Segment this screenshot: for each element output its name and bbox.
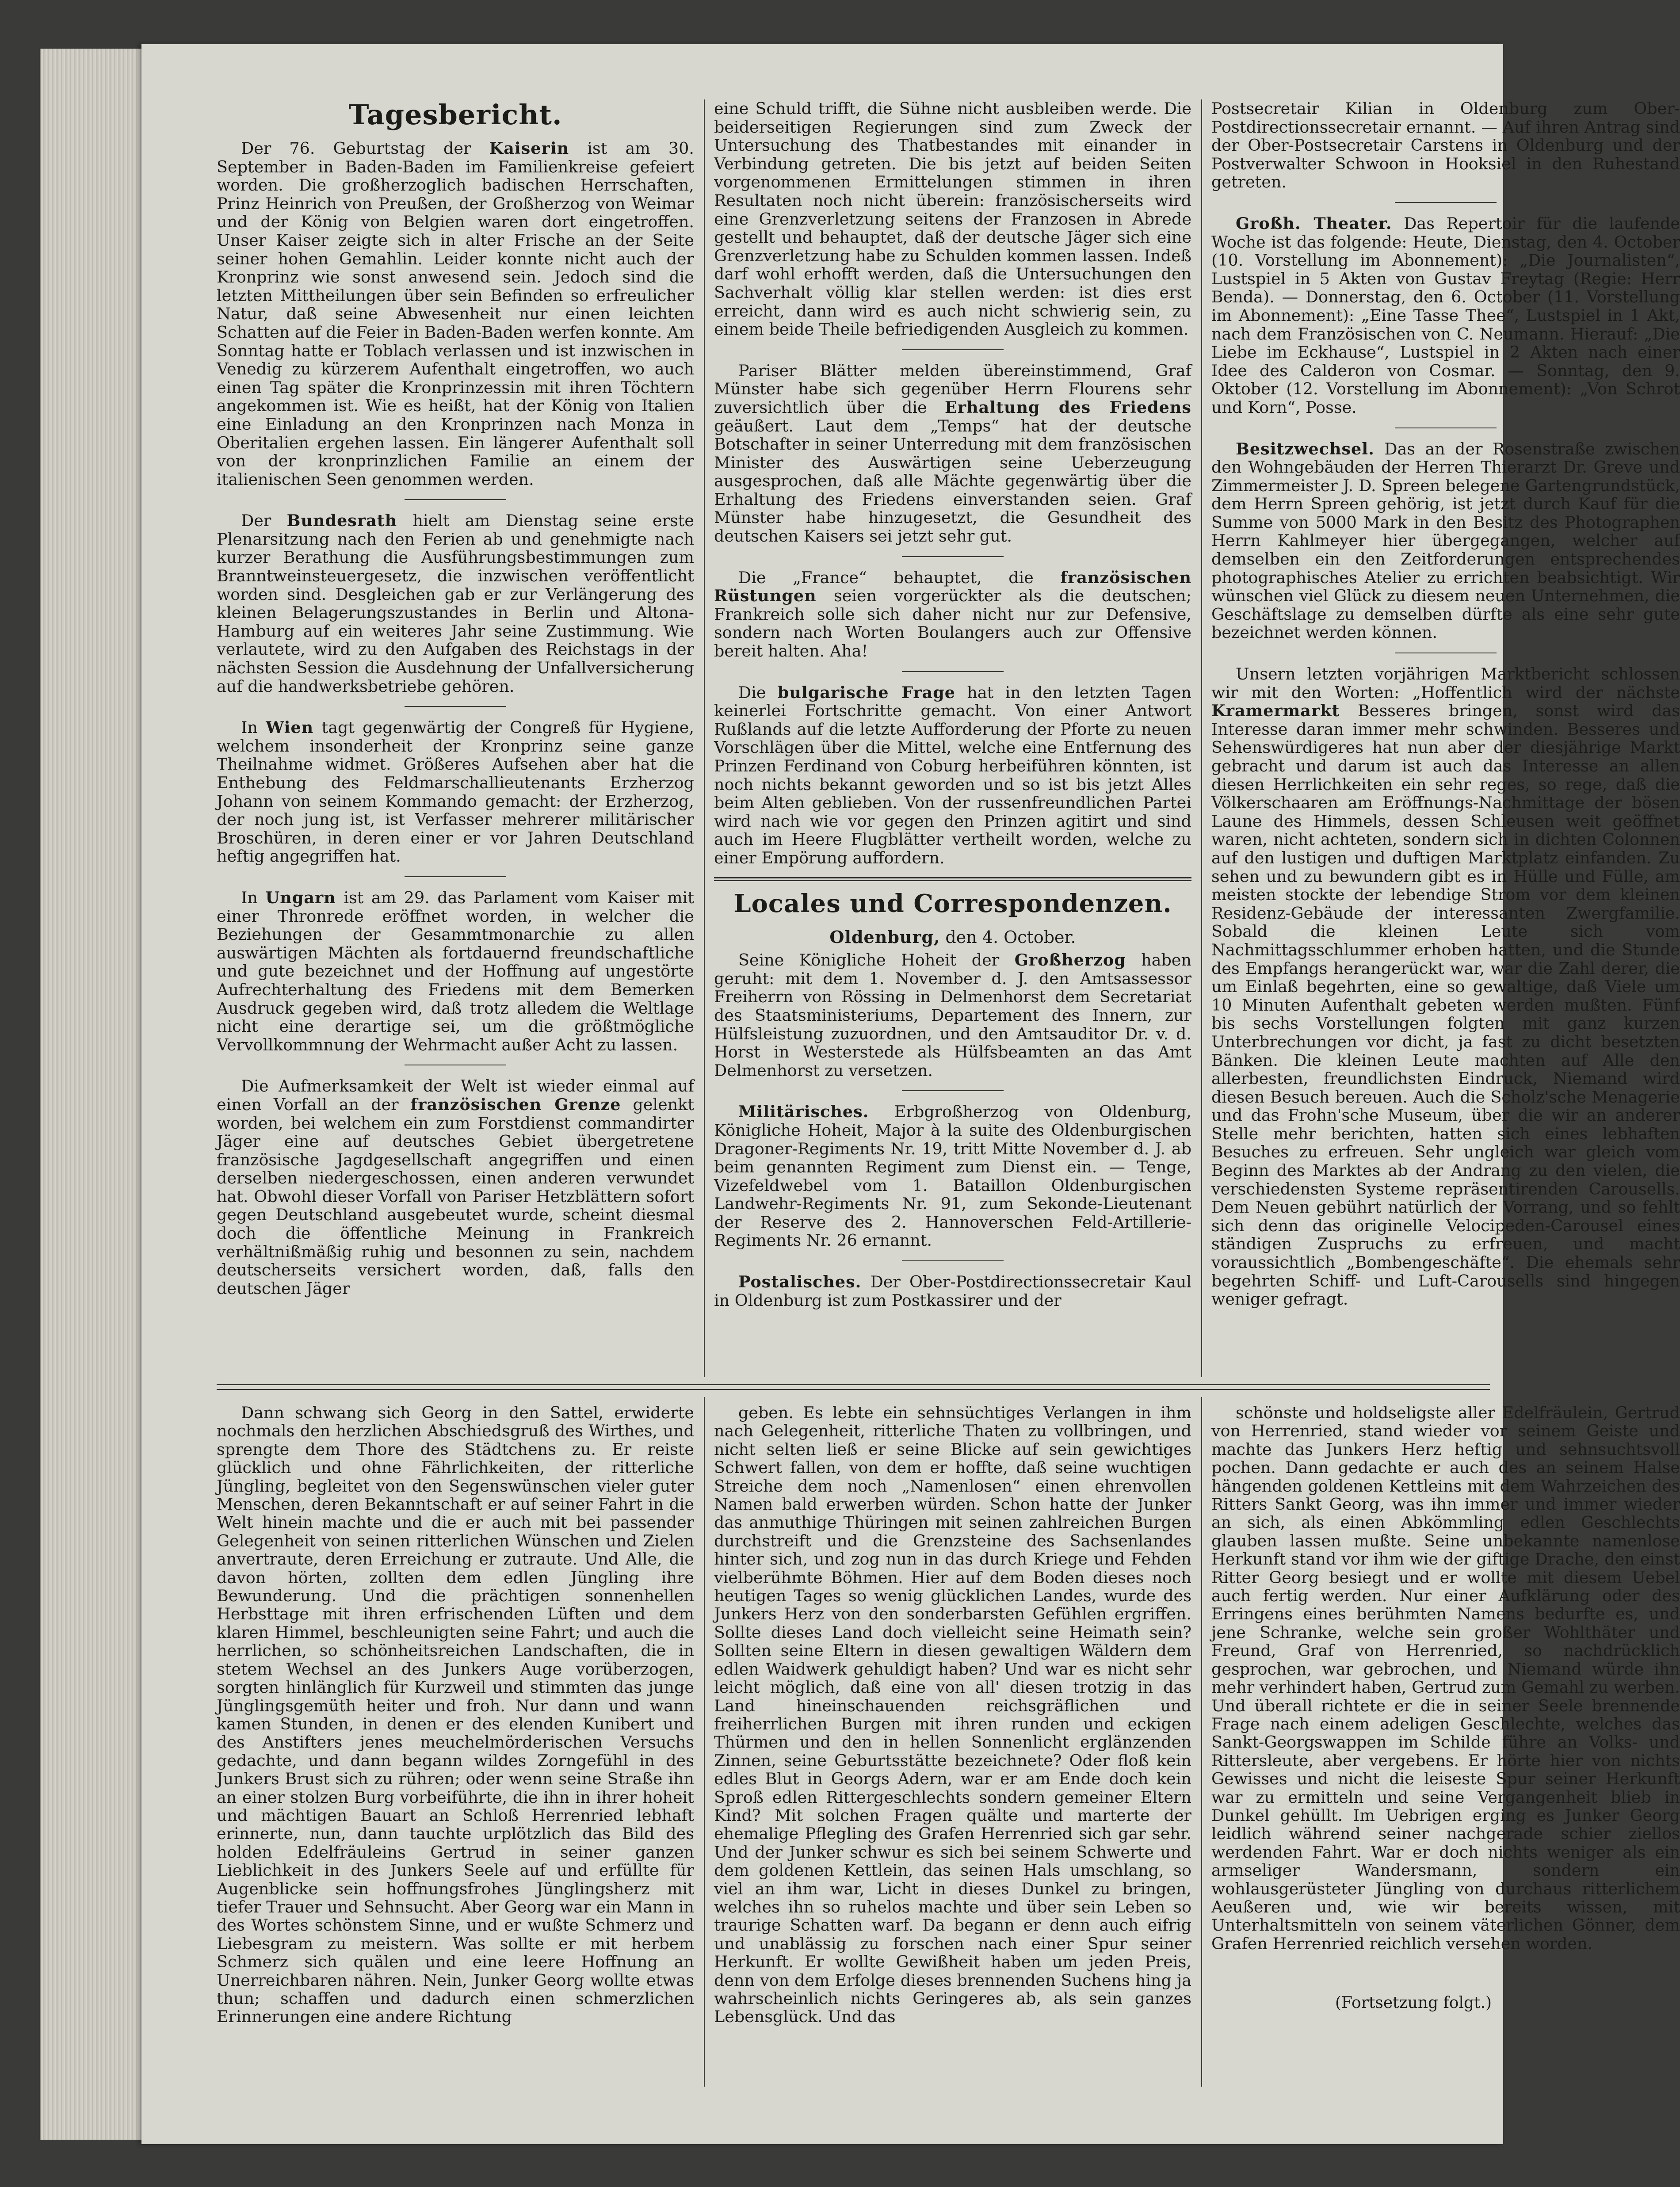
section-rule — [714, 877, 1191, 878]
headline-locales: Locales und Correspondenzen. — [733, 889, 1172, 918]
divider — [1395, 202, 1497, 203]
book-page-edges — [40, 49, 147, 2140]
newspaper-page — [141, 44, 1680, 2144]
feuilleton-text: schönste und holdseligste aller Edelfräulein, Gertrud von Herrenried, stand wieder vor seinem Geiste und machte das Junkers Herz heftig und sehnsuchtsvoll pochen. Dann gedachte er auch des an seinem Halse hängenden goldenen Kettleins mit dem Wahrzeichen des Ritters Sankt Georg, was ihn immer und immer wieder an sich, als einen Abkömmling edlen Geschlechts glauben lassen mußte. Seine unbekannte namenlose Herkunft stand vor ihm wie der giftige Drache, den einst Ritter Georg besiegt und er wollte mit diesem Uebel auch fertig werden. Nur einer Aufklärung oder des Erringens eines berühmten Namens bedurfte es, und jene Schranke, welche sein großer Wohlthäter und Freund, Graf von Herrenried, so nachdrücklich gesprochen, war gebrochen, und Niemand würde ihn mehr verhindert haben, Gertrud zum Gemahl zu werben. Und überall richtete er die in seiner Seele brennende Frage nach einem adeligen Geschlechte, welches das Sankt-Georgswappen im Schilde führe an Volks- und Rittersleute, aber vergebens. Er hörte hier von nichts Gewisses und nicht die leiseste Spur seiner Herkunft war zu ermitteln und seine Vergangenheit blieb in Dunkel gehüllt. Im Uebrigen erging es Junker Georg leidlich während seiner nachgerade schier ziellos werdenden Fahrt. War er doch nichts weniger als ein armseliger Wandersmann, sondern ein wohlausgerüsteter Jüngling von durchaus ritterlichem Aeußeren und, wie wir bereits wissen, mit Unterhaltsmitteln von seinem väterlichen Gönner, dem Grafen Herrenried reichlich versehen worden. — [1211, 1403, 1680, 1953]
column-2 — [714, 99, 1191, 1309]
article-ungarn: In Ungarn ist am 29. das Parlament vom Kaiser mit einer Thronrede eröffnet worden, in welcher die Beziehungen der Gesammtmonarchie zu allen auswärtigen Mächten als fortdauernd freundschaftliche und gute bezeichnet und der Hoffnung auf ungestörte Aufrechterhaltung des Friedens mit dem Bemerken Ausdruck gegeben wird, daß trotz alledem die Weltlage nicht eine derartige sei, um die größtmögliche Vervollkommnung der Wehrmacht außer Acht zu lassen. — [217, 888, 694, 1054]
divider — [902, 671, 1004, 672]
article-postalisches: Postalisches. Der Ober-Postdirectionssecretair Kaul in Oldenburg ist zum Postkassirer und der — [714, 1272, 1191, 1310]
feuilleton-column-1 — [217, 1404, 694, 2026]
divider — [902, 1090, 1004, 1091]
article-grossherzog: Seine Königliche Hoheit der Großherzog haben geruht: mit dem 1. November d. J. den Amtsassessor Freiherrn von Rössing in Delmenhorst dem Secretariat des Staatsministeriums, Departement des Innern, zur Hülfsleistung zuzuordnen, und den Amtsauditor Dr. v. d. Horst in Westerstede als Hülfsbeamten an das Amt Delmenhorst zu versetzen. — [714, 950, 1191, 1080]
article-besitzwechsel: Besitzwechsel. Das an der Rosenstraße zwischen den Wohngebäuden der Herren Thierarzt Dr. Greve und Zimmermeister J. D. Spreen belegene Gartengrundstück, dem Herrn Spreen gehörig, ist jetzt durch Kauf für die Summe von 5000 Mark in den Besitz des Photographen Herrn Kahlmeyer hier übergegangen, welcher auf demselben ein den Zeitforderungen entsprechendes photographisches Atelier zu errichten beabsichtigt. Wir wünschen viel Glück zu diesem neuen Unternehmen, die Geschäftslage zu demselben dürfte als eine sehr gute bezeichnet werden können. — [1211, 439, 1680, 642]
article-wien: In Wien tagt gegenwärtig der Congreß für Hygiene, welchem insonderheit der Kronprinz seine ganze Theilnahme widmet. Größeres Aufsehen aber hat die Enthebung des Feldmarschallieutenants Erzherzog Johann von seinem Kommando gemacht: der Erzherzog, der noch jung ist, ist Verfasser mehrerer militärischer Broschüren, in deren einer er vor Jahren Deutschland heftig angegriffen hat. — [217, 718, 694, 866]
divider — [1395, 427, 1497, 428]
article-kaiserin: Der 76. Geburtstag der Kaiserin ist am 30. September in Baden-Baden im Familienkreise gefeiert worden. Die großherzoglich badischen Herrschaften, Prinz Heinrich von Preußen, der Großherzog von Weimar und der König von Belgien waren dort eingetroffen. Unser Kaiser zeigte sich in alter Frische an der Seite seiner hohen Gemahlin. Leider konnte nicht auch der Kronprinz wie sonst anwesend sein. Jedoch sind die letzten Mittheilungen über sein Befinden so erfreulicher Natur, daß seine Abwesenheit nur einen leichten Schatten auf die Feier in Baden-Baden werfen konnte. Am Sonntag hatte er Toblach verlassen und ist inzwischen in Venedig zu kürzerem Aufenthalt eingetroffen, wo auch einen Tag später die Kronprinzessin mit ihren Töchtern angekommen ist. Wie es heißt, hat der König von Italien eine Einladung an den Kronprinzen nach Monza in Oberitalien ergehen lassen. Ein längerer Aufenthalt soll von der kronprinzlichen Familie an einem der italienischen Seen genommen werden. — [217, 139, 694, 489]
column-3 — [1211, 99, 1680, 1309]
headline-tagesbericht: Tagesbericht. — [348, 99, 562, 131]
divider — [902, 1260, 1004, 1261]
feuilleton-column-3 — [1211, 1404, 1680, 1953]
article-erhaltung-friedens: Pariser Blätter melden übereinstimmend, Graf Münster habe sich gegenüber Herrn Flourens sehr zuversichtlich über die Erhaltung des Friedens geäußert. Laut dem „Temps“ hat der deutsche Botschafter in seiner Unterredung mit dem französischen Minister des Auswärtigen seine Ueberzeugung ausgesprochen, daß alle Mächte gegenwärtig über die Erhaltung des Friedens einverstanden seien. Graf Münster habe hinzugesetzt, die Gesundheit des deutschen Kaisers sei jetzt sehr gut. — [714, 361, 1191, 546]
feuilleton-column-2 — [714, 1404, 1191, 2026]
dateline: Oldenburg, den 4. October. — [829, 927, 1076, 947]
article-grenze: Die Aufmerksamkeit der Welt ist wieder einmal auf einen Vorfall an der französischen Grenze gelenkt worden, bei welchem ein zum Forstdienst commandirter Jäger eine auf deutsches Gebiet übergetretene französische Jagdgesellschaft angegriffen und einen derselben niedergeschossen, einen anderen verwundet hat. Obwohl dieser Vorfall von Pariser Hetzblättern sofort gegen Deutschland ausgebeutet wurde, scheint diesmal doch die öffentliche Meinung in Frankreich verhältnißmäßig ruhig und besonnen zu sein, nachdem deutscherseits versichert worden, daß, falls den deutschen Jäger — [217, 1076, 695, 1298]
divider — [405, 706, 506, 707]
column-1 — [217, 99, 694, 1298]
feuilleton-separator — [217, 1384, 1490, 1385]
divider — [405, 499, 506, 500]
article-bundesrath: Der Bundesrath hielt am Dienstag seine erste Plenarsitzung nach den Ferien ab und genehmigte nach kurzer Berathung die Ausführungsbestimmungen zum Branntweinsteuergesetz, die inzwischen veröffentlicht worden sind. Desgleichen gab er zur Verlängerung des kleinen Belagerungszustandes in Berlin und Altona-Hamburg auf ein weiteres Jahr seine Zustimmung. Wie verlautete, wird zu den Aufgaben des Reichstags in der nächsten Session die Ausdehnung der Unfallversicherung auf die handwerksbetriebe gehören. — [217, 511, 694, 696]
column-divider — [704, 99, 705, 1377]
article-kramermarkt: Unsern letzten vorjährigen Marktbericht schlossen wir mit den Worten: „Hoffentlich wird der nächste Kramermarkt Besseres bringen, sonst wird das Interesse daran immer mehr schwinden. Besseres und Sehenswürdigeres hat nun aber der diesjährige Markt gebracht und darum ist auch das Interesse an allen diesen Herrlichkeiten ein sehr reges, so rege, daß die Völkerschaaren am Eröffnungs-Nachmittage der bösen Laune des Himmels, dessen Schleusen weit geöffnet waren, nicht achteten, sondern sich in dichten Colonnen auf den lustigen und duftigen Marktplatz einfanden. Zu sehen und zu bewundern gibt es in Hülle und Fülle, am meisten stockte der lebendige Strom vor dem kleinen Residenz-Gebäude der interessanten Zwergfamilie. Sobald die kleinen Leute sich vom Nachmittagsschlummer erhoben hatten, und die Stunde des Empfangs herangerückt war, war die Zahl derer, die um Einlaß begehrten, eine so gewaltige, daß Viele um 10 Minuten Aufenthalt gebeten werden mußten. Fünf bis sechs Vorstellungen folgten mit ganz kurzen Unterbrechungen vor dicht, ja fast zu dicht besetzten Bänken. Die kleinen Leute machten auf Alle den allerbesten, freundlichsten Eindruck, Niemand wird diesen Besuch bereuen. Auch die Scholz'sche Menagerie und das Frohn'sche Museum, über die wir an anderer Stelle mehr berichten, hatten sich eines lebhaften Besuches zu erfreuen. Sehr ungleich war gleich vom Beginn des Marktes ab der Andrang zu den vielen, die verschiedensten Systeme repräsentirenden Carousells. Dem Neuen gebührt natürlich der Vorrang, und so fehlt sich denn das originelle Velocipeden-Carousel eines ständigen Zuspruchs zu erfreuen, und macht voraussichtlich „Bombengeschäfte“. Die ehemals sehr begehrten Schiff- und Luft-Carousells sind hingegen weniger gefragt. — [1211, 664, 1680, 1309]
section-rule — [714, 880, 1191, 881]
article-militaerisches: Militärisches. Erbgroßherzog von Oldenburg, Königliche Hoheit, Major à la suite des Oldenburgischen Dragoner-Regiments Nr. 19, tritt Mitte November d. J. ab beim genannten Regiment zum Dienst ein. — Tenge, Vizefeldwebel vom 1. Bataillon Oldenburgischen Landwehr-Regiments Nr. 91, zum Sekonde-Lieutenant der Reserve des 2. Hannoverschen Feld-Artillerie-Regiments Nr. 26 ernannt. — [714, 1102, 1191, 1250]
feuilleton-text: Dann schwang sich Georg in den Sattel, erwiderte nochmals den herzlichen Abschiedsgruß des Wirthes, und sprengte dem Thore des Städtchens zu. Er reiste glücklich und ohne Fährlichkeiten, der ritterliche Jüngling, begleitet von den Segenswünschen vieler guter Menschen, deren Bekanntschaft er auf seiner Fahrt in die Welt hinein machte und die er auch mit bei passender Gelegenheit von seinen ritterlichen Wünschen und Zielen anvertraute, deren Erreichung er zutraute. Und Alle, die davon hörten, zollten dem edlen Jüngling ihre Bewunderung. Und die prächtigen sonnenhellen Herbsttage mit ihren erfrischenden Lüften und dem klaren Himmel, beschleunigten seine Fahrt; und auch die herrlichen, so schönheitsreichen Landschaften, die in stetem Wechsel an des Junkers Auge vorüberzogen, sorgten hinlänglich für Kurzweil und stimmten das junge Jünglingsgemüth heiter und froh. Nur dann und wann kamen Stunden, in denen er des elenden Kunibert und des Anstifters jenes meuchelmörderischen Versuchs gedachte, und dann begann wildes Zorngefühl in des Junkers Brust sich zu rühren; oder wenn seine Straße ihn an einer stolzen Burg vorbeiführte, die ihn in ihrer hoheit und mächtigen Bauart an Schloß Herrenried lebhaft erinnerte, nun, dann tauchte urplötzlich das Bild des holden Edelfräuleins Gertrud in seiner ganzen Lieblichkeit in des Junkers Seele auf und erfüllte für Augenblicke sein hoffnungsfrohes Jünglingsherz mit tiefer Trauer und Sehnsucht. Aber Georg war ein Mann in des Wortes schönstem Sinne, und er wußte Schmerz und Liebesgram zu meistern. Was sollte er mit herbem Schmerz sich quälen und eine leere Hoffnung an Unerreichbaren nähren. Nein, Junker Georg wollte etwas thun; schaffen und dadurch einen schmerzlichen Erinnerungen eine andere Richtung — [217, 1403, 694, 2027]
article-theater: Großh. Theater. Das Repertoir für die laufende Woche ist das folgende: Heute, Dienstag, den 4. October (10. Vorstellung im Abonnement): „Die Journalisten“, Lustspiel in 5 Akten von Gustav Freytag (Regie: Herr Benda). — Donnerstag, den 6. October (11. Vorstellung im Abonnement): „Eine Tasse Thee“, Lustspiel in 1 Akt, nach dem Französischen von C. Neumann. Hierauf: „Die Liebe im Eckhause“, Lustspiel in 2 Akten nach einer Idee des Calderon von Cosmar. — Sonntag, den 9. Oktober (12. Vorstellung im Abonnement): „Von Schrot und Korn“, Posse. — [1211, 214, 1680, 417]
divider — [902, 349, 1004, 350]
divider — [902, 556, 1004, 557]
article-continuation: eine Schuld trifft, die Sühne nicht ausbleiben werde. Die beiderseitigen Regierungen sind zum Zweck der Untersuchung des Thatbestandes mit einander in Verbindung getreten. Die bis jetzt auf beiden Seiten vorgenommenen Ermittelungen stimmen in ihren Resultaten noch nicht überein: französischerseits wird eine Grenzverletzung seitens der Franzosen in Abrede gestellt und behauptet, daß der deutsche Jäger sich eine Grenzverletzung habe zu Schulden kommen lassen. Indeß darf wohl erhofft werden, daß die Untersuchungen den Sachverhalt völlig klar stellen werden: ist dies erst erreicht, dann wird es auch nicht schwierig sein, zu einem beide Theile befriedigenden Ausgleich zu kommen. — [714, 99, 1191, 339]
continuation-note: (Fortsetzung folgt.) — [1335, 1994, 1492, 2012]
article-bulgarische-frage: Die bulgarische Frage hat in den letzten Tagen keinerlei Fortschritte gemacht. Von einer Antwort Rußlands auf die letzte Aufforderung der Pforte zu neuen Vorschlägen über die Mittel, welche eine Entfernung des Prinzen Ferdinand von Coburg herbeiführen könnten, ist noch nichts bekannt geworden und so ist bis jetzt Alles beim Alten geblieben. Von der russenfreundlichen Partei wird nach wie vor gegen den Prinzen agitirt und sind auch im Heere Flugblätter vertheilt worden, welche zu einer Empörung auffordern. — [714, 683, 1191, 867]
article-post-continuation: Postsecretair Kilian in Oldenburg zum Ober-Postdirectionssecretair ernannt. — Auf ihren Antrag sind der Ober-Postsecretair Carstens in Oldenburg und der Postverwalter Schwoon in Hooksiel in den Ruhestand getreten. — [1211, 99, 1680, 192]
feuilleton-text: geben. Es lebte ein sehnsüchtiges Verlangen in ihm nach Gelegenheit, ritterliche Thaten zu vollbringen, und nicht selten ließ er seine Blicke auf sein gewichtiges Schwert fallen, von dem er hoffte, daß seine wuchtigen Streiche dem noch „Namenlosen“ einen ehrenvollen Namen bald erwerben würden. Schon hatte der Junker das anmuthige Thüringen mit seinen zahlreichen Burgen durchstreift und die Grenzsteine des Sachsenlandes hinter sich, und zog nun in das durch Kriege und Fehden vielberühmte Böhmen. Hier auf dem Boden dieses noch heutigen Tages so wenig glücklichen Landes, wurde des Junkers Herz von den sonderbarsten Gefühlen ergriffen. Sollte dieses Land doch vielleicht seine Heimath sein? Sollten seine Eltern in diesen gewaltigen Wäldern dem edlen Waidwerk gehuldigt haben? Und war es nicht sehr leicht möglich, daß eine von all' diesen trotzig in das Land hineinschauenden reichsgräflichen und freiherrlichen Burgen mit ihren runden und eckigen Thürmen und den in hellen Sonnenlicht erglänzenden Zinnen, seine Geburtsstätte bezeichnete? Oder floß kein edles Blut in Georgs Adern, war er am Ende doch kein Sproß edlen Rittergeschlechts sondern gemeiner Eltern Kind? Mit solchen Fragen quälte und marterte der ehemalige Pflegling des Grafen Herrenried sich gar sehr. Und der Junker schwur es sich bei seinem Schwerte und dem goldenen Kettlein, das seinen Hals umschlang, so viel an ihm war, Licht in dieses Dunkel zu bringen, welches ihn so ruhelos machte und über sein Leben so traurige Schatten warf. Da begann er denn auch eifrig und unablässig zu forschen nach einer Spur seiner Herkunft. Er wollte Gewißheit haben um jeden Preis, denn von dem Erfolge dieses brennenden Suchens hing ja wahrscheinlich nichts Geringeres ab, als sein ganzes Lebensglück. Und das — [714, 1403, 1191, 2027]
article-ruestungen: Die „France“ behauptet, die französischen Rüstungen seien vorgerückter als die deutschen; Frankreich solle sich daher nicht nur zur Defensive, sondern nach Worten Boulangers auch zur Offensive bereit halten. Aha! — [714, 568, 1191, 661]
column-divider — [1201, 99, 1202, 1377]
column-divider — [704, 1397, 705, 2087]
column-divider — [1201, 1397, 1202, 2087]
divider — [405, 876, 506, 877]
feuilleton-separator — [217, 1389, 1490, 1390]
